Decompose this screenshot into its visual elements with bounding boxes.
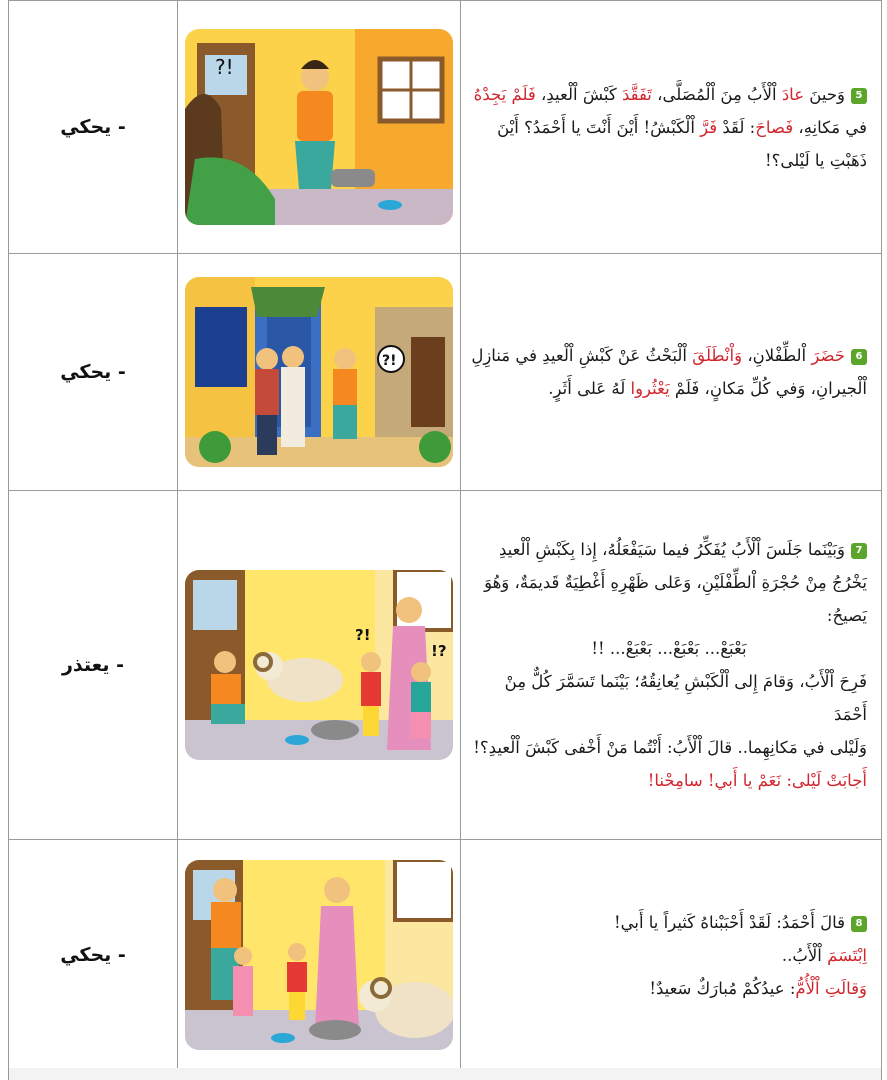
story-row	[9, 491, 881, 840]
story-line: اْلْجيرانِ، وَفي كُلِّ مَكانٍ، فَلَمْ يَعْثُروا لَهُ عَلى أَثَرٍ.	[548, 379, 867, 398]
paragraph-number-badge: 5	[851, 88, 867, 104]
story-line: أَجابَتْ لَيْلى: نَعَمْ يا أَبي! سامِحْنا!	[647, 771, 867, 790]
story-line: فَرِحَ اْلْأَبُ، وَقامَ إِلى اْلْكَبْشِ يُعانِقُهُ؛ بَيْنَما تَسَمَّرَ كُلٌّ مِنْ أَحْمَدَ	[504, 672, 867, 724]
story-text	[461, 840, 881, 1070]
story-line: 5وَحينَ عادَ اْلْأَبُ مِنَ اْلْمُصَلَّى، تَفَقَّدَ كَبْشَ اْلْعيدِ، فَلَمْ يَجِدْهُ	[471, 78, 867, 111]
paragraph-number-badge: 6	[851, 349, 867, 365]
story-line: وَقالَتِ اْلْأُمُّ: عيدُكُمْ مُبارَكٌ سَعيدٌ!	[649, 978, 867, 998]
story-line: وَلَيْلى في مَكانِهِما.. قالَ اْلْأَبُ: أَنْتُما مَنْ أَخْفى كَبْشَ اْلْعيدِ؟!	[473, 738, 867, 757]
action-label: - يحكي	[60, 944, 126, 966]
scene-ram-returns	[185, 570, 453, 760]
scene-father-calls	[185, 29, 453, 225]
label-cell	[9, 840, 178, 1070]
illustration-cell	[178, 840, 461, 1070]
paragraph-number-badge: 7	[851, 543, 867, 559]
story-table	[8, 0, 882, 1071]
story-row	[9, 254, 881, 491]
story-line: 7وَبَيْنَما جَلَسَ اْلْأَبُ يُفَكِّرُ فيما سَيَفْعَلُهُ، إِذا بِكَبْشِ اْلْعيدِ	[471, 533, 867, 566]
story-line: اِبْتَسَمَ اْلْأَبُ..	[781, 945, 867, 965]
scene-family-happy	[185, 860, 453, 1050]
story-text	[461, 491, 881, 839]
story-line-bleat: بَعْبَعْ... بَعْبَعْ... بَعْبَعْ... !!	[591, 639, 747, 658]
illustration-cell	[178, 1, 461, 253]
action-label: - يحكي	[60, 116, 126, 138]
action-label: - يحكي	[60, 361, 126, 383]
story-line: ذَهَبْتِ يا لَيْلى؟!	[765, 150, 867, 170]
label-cell	[9, 254, 178, 490]
story-text	[461, 254, 881, 490]
story-row	[9, 0, 881, 254]
paragraph-number-badge: 8	[851, 916, 867, 932]
illustration-cell	[178, 254, 461, 490]
scene-neighbors	[185, 277, 453, 467]
svg-text:?!: ?!	[382, 353, 397, 369]
story-text	[461, 1, 881, 253]
illustration-father-searching	[185, 29, 453, 225]
story-line: 8قالَ أَحْمَدُ: لَقَدْ أَحْبَبْناهُ كَثيراً يا أَبي!	[471, 906, 867, 939]
story-line: في مَكانِهِ، فَصاحَ: لَقَدْ فَرَّ اْلْكَبْشُ! أَيْنَ أَنْتَ يا أَحْمَدُ؟ أَيْنَ	[497, 117, 867, 137]
illustration-neighbors-search	[185, 277, 453, 467]
illustration-family-happy	[185, 860, 453, 1050]
action-label: - يعتذر	[61, 654, 125, 676]
next-row-edge	[8, 1068, 882, 1080]
svg-text:!?: !?	[431, 642, 447, 660]
story-line: يَخْرُجُ مِنْ حُجْرَةِ اْلطِّفْلَيْنِ، وَعَلى ظَهْرِهِ أَغْطِيَةٌ قَديمَةٌ، وَهُوَ	[484, 573, 867, 592]
svg-text:?!: ?!	[215, 55, 234, 79]
label-cell	[9, 491, 178, 839]
story-row	[9, 840, 881, 1071]
svg-text:?!: ?!	[355, 626, 371, 644]
story-line: 6حَضَرَ اْلطِّفْلانِ، وَاْنْطَلَقَ اْلْبَحْثُ عَنْ كَبْشِ اْلْعيدِ في مَنازِلِ	[471, 339, 867, 372]
label-cell	[9, 1, 178, 253]
story-line: يَصيحُ:	[826, 606, 867, 625]
illustration-ram-returns	[185, 570, 453, 760]
illustration-cell	[178, 491, 461, 839]
